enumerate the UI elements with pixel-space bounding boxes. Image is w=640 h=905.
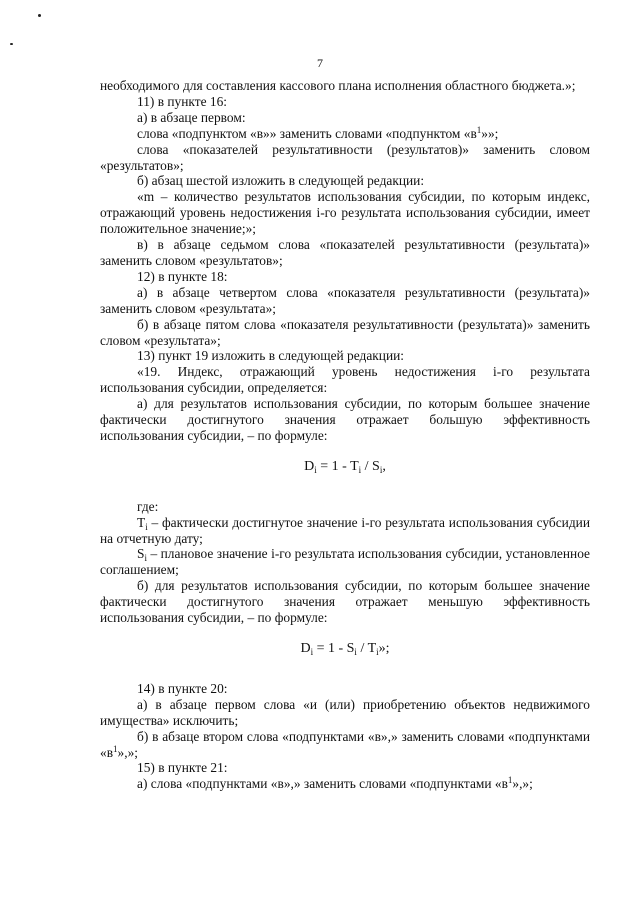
page-number: 7 [317, 56, 323, 70]
text-run: а) слова «подпунктами «в»,» заменить словами «подпунктами «в [137, 776, 508, 792]
paragraph: а) в абзаце четвертом слова «показателя результативности (результата)» заменить словом «результата»; [100, 284, 590, 316]
paragraph [100, 776, 590, 792]
formula-part: / S [361, 458, 380, 474]
scan-speck [10, 43, 13, 45]
text-run: б) в абзаце втором слова «подпунктами «в»,» заменить словами «подпунктами «в [100, 728, 590, 760]
paragraph [100, 515, 590, 547]
subscript: i [310, 647, 314, 657]
paragraph: слова «показателей результативности (результатов)» заменить словом «результатов»; [100, 141, 590, 173]
subscript: i [379, 464, 383, 475]
paragraph: б) для результатов использования субсидии, по которым большее значение фактически достигнутого значения отражает меньшую эффективность использования субсидии, – по формуле: [100, 578, 590, 626]
text-run: S [137, 546, 145, 562]
paragraph: а) в абзаце первом слова «и (или) приобретению объектов недвижимого имущества» исключить; [100, 696, 590, 728]
text-run: »»; [481, 125, 499, 141]
superscript: 1 [113, 743, 118, 754]
text-run: »,»; [117, 744, 138, 760]
paragraph: где: [137, 498, 159, 514]
formula-part: »; [378, 641, 390, 656]
paragraph: б) абзац шестой изложить в следующей редакции: [137, 173, 425, 189]
formula-part: D [300, 641, 311, 656]
superscript: 1 [507, 775, 513, 786]
formula-part: = 1 - T [316, 458, 359, 474]
formula-part: / T [356, 641, 377, 656]
document-body [100, 78, 590, 792]
formula [100, 641, 590, 657]
paragraph: 11) в пункте 16: [137, 93, 227, 109]
paragraph: 13) пункт 19 изложить в следующей редакции: [137, 348, 405, 364]
text-run: T [137, 514, 146, 530]
paragraph [100, 126, 590, 142]
subscript: i [376, 647, 379, 657]
paragraph: 15) в пункте 21: [137, 760, 228, 776]
formula-part: , [382, 458, 386, 474]
paragraph: 12) в пункте 18: [137, 268, 228, 284]
paragraph: 14) в пункте 20: [137, 680, 228, 696]
subscript: i [145, 521, 148, 532]
formula-part: D [304, 458, 315, 474]
formula [100, 459, 590, 475]
paragraph: в) в абзаце седьмом слова «показателей результативности (результата)» заменить словом «результатов»; [100, 237, 590, 268]
paragraph: а) в абзаце первом: [137, 109, 246, 125]
formula-part: = 1 - S [313, 641, 355, 656]
subscript: i [358, 464, 362, 475]
subscript: i [314, 464, 317, 475]
scan-speck [38, 14, 41, 17]
text-run: »,»; [512, 776, 533, 792]
paragraph [100, 729, 590, 761]
superscript: 1 [476, 124, 482, 135]
paragraph: «m – количество результатов использования субсидии, по которым индекс, отражающий уровень недостижения i-го результата использования субсидии, имеет положительное значение;»; [100, 189, 590, 237]
paragraph: «19. Индекс, отражающий уровень недостижения i-го результата использования субсидии, определяется: [100, 364, 590, 396]
paragraph: а) для результатов использования субсидии, по которым большее значение фактически достигнутого значения отражает большую эффективность использования субсидии, – по формуле: [100, 396, 590, 443]
paragraph [100, 546, 590, 578]
paragraph: б) в абзаце пятом слова «показателя результативности (результата)» заменить словом «результата»; [100, 316, 590, 348]
text-run: слова «подпунктом «в»» заменить словами «подпунктом «в [137, 125, 477, 141]
paragraph: необходимого для составления кассового плана исполнения областного бюджета.»; [100, 78, 576, 93]
subscript: i [144, 553, 147, 564]
subscript: i [354, 647, 357, 657]
text-run: – фактически достигнутое значение i-го результата использования субсидии на отчетную дату; [100, 514, 590, 546]
text-run: – плановое значение i-го результата использования субсидии, установленное соглашением; [100, 546, 590, 578]
